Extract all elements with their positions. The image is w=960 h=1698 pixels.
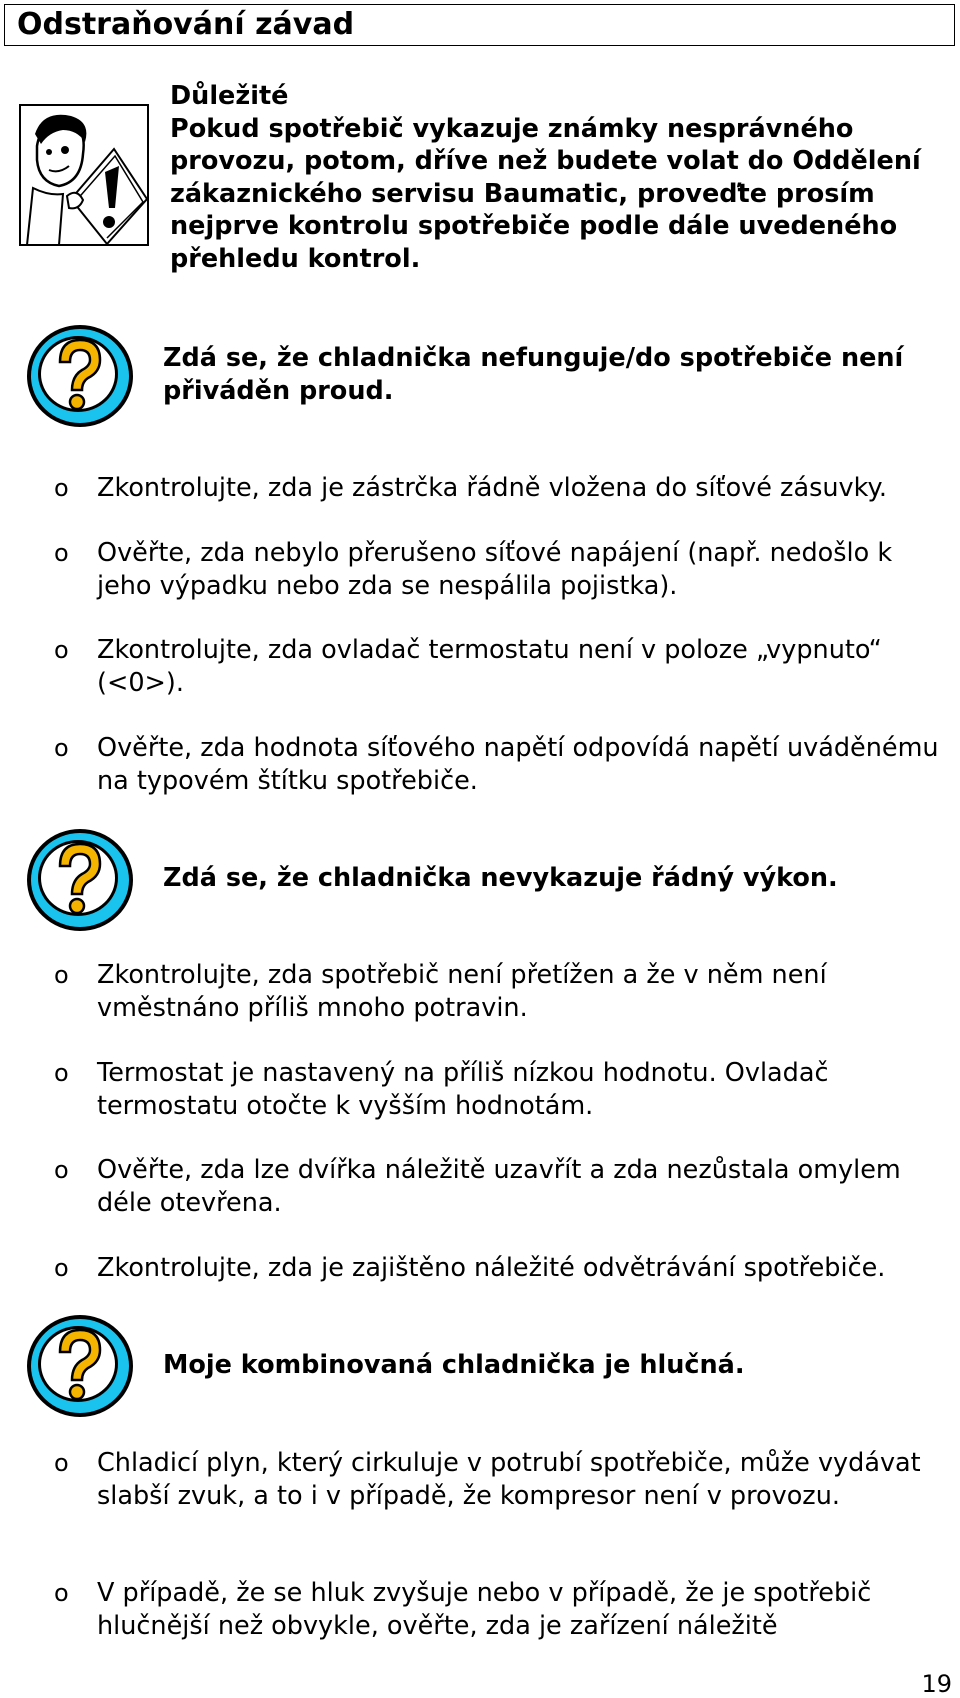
- important-note: [170, 80, 950, 275]
- bullet-glyph: o: [54, 1254, 69, 1282]
- important-heading: Důležité: [170, 81, 289, 111]
- page-title: Odstraňování závad: [17, 7, 355, 42]
- list-item: Ověřte, zda nebylo přerušeno síťové napájení (např. nedošlo k jeho výpadku nebo zda se nespálila pojistka).: [97, 538, 893, 601]
- bullet-glyph: o: [54, 636, 69, 664]
- list-item: Termostat je nastavený na příliš nízkou hodnotu. Ovladač termostatu otočte k vyšším hodnotám.: [97, 1058, 829, 1121]
- list-item: Zkontrolujte, zda spotřebič není přetížen a že v něm není vměstnáno příliš mnoho potravin.: [97, 960, 827, 1023]
- list-item: V případě, že se hluk zvyšuje nebo v případě, že je spotřebič hlučnější než obvykle, ověřte, zda je zařízení náležitě: [97, 1578, 872, 1641]
- list-item: Zkontrolujte, zda ovladač termostatu není v poloze „vypnuto“ (<0>).: [97, 635, 882, 698]
- page-number: 19: [921, 1670, 952, 1698]
- list-item: Ověřte, zda hodnota síťového napětí odpovídá napětí uváděnému na typovém štítku spotřebiče.: [97, 733, 939, 796]
- list-item: Ověřte, zda lze dvířka náležitě uzavřít a zda nezůstala omylem déle otevřena.: [97, 1155, 901, 1218]
- question-icon: [24, 826, 136, 934]
- title-box: [4, 4, 955, 46]
- bullet-glyph: o: [54, 539, 69, 567]
- bullet-glyph: o: [54, 1449, 69, 1477]
- section-title: Zdá se, že chladnička nefunguje/do spotřebiče není přiváděn proud.: [163, 343, 904, 406]
- bullet-glyph: o: [54, 1156, 69, 1184]
- reading-man-illustration: [19, 104, 149, 246]
- list-item: Zkontrolujte, zda je zajištěno náležité odvětrávání spotřebiče.: [97, 1253, 886, 1283]
- bullet-glyph: o: [54, 1059, 69, 1087]
- section-title: Zdá se, že chladnička nevykazuje řádný výkon.: [163, 863, 838, 893]
- list-item: Zkontrolujte, zda je zástrčka řádně vložena do síťové zásuvky.: [97, 473, 888, 503]
- list-item: Chladicí plyn, který cirkuluje v potrubí spotřebiče, může vydávat slabší zvuk, a to i v případě, že kompresor není v provozu.: [97, 1448, 921, 1511]
- bullet-glyph: o: [54, 474, 69, 502]
- bullet-glyph: o: [54, 961, 69, 989]
- bullet-glyph: o: [54, 1579, 69, 1607]
- question-icon: [24, 1312, 136, 1420]
- question-icon: [24, 322, 136, 430]
- important-text: Pokud spotřebič vykazuje známky nesprávného provozu, potom, dříve než budete volat do Oddělení zákaznického servisu Baumatic, proveďte prosím nejprve kontrolu spotřebiče podle dále uvedeného přehledu kontrol.: [170, 113, 921, 274]
- section-title: Moje kombinovaná chladnička je hlučná.: [163, 1350, 745, 1380]
- bullet-glyph: o: [54, 734, 69, 762]
